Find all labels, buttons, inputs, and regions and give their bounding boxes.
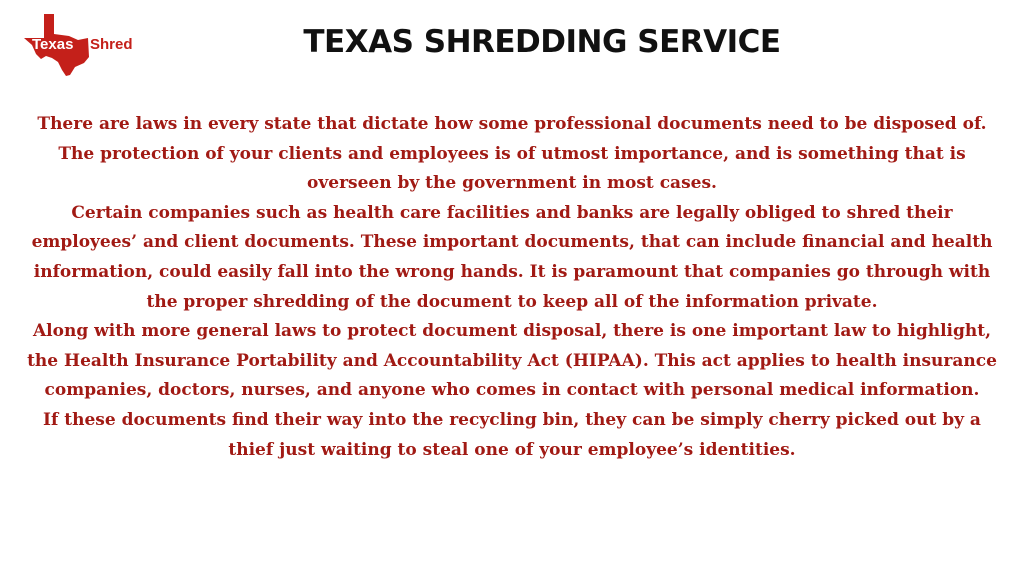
paragraph-laws: There are laws in every state that dictate how some professional documents need to be disposed of. The protection of your clients and employees is of utmost importance, and is something that is overseen by the government in most cases. (37, 114, 987, 194)
logo-text-texas: Texas (32, 36, 74, 53)
page-title: TEXAS SHREDDING SERVICE (303, 24, 781, 60)
paragraph-recycling: If these documents find their way into the recycling bin, they can be simply cherry picked out by a thief just waiting to steal one of your employee’s identities. (43, 409, 981, 460)
paragraph-companies: Certain companies such as health care facilities and banks are legally obliged to shred their employees’ and client documents. These important documents, that can include financial and health information, could easily fall into the wrong hands. It is paramount that companies go through with the proper shredding of the document to keep all of the information private. (31, 202, 993, 312)
body-content (22, 110, 1002, 465)
paragraph-hipaa: Along with more general laws to protect document disposal, there is one important law to highlight, the Health Insurance Portability and Accountability Act (HIPAA). This act applies to health insurance companies, doctors, nurses, and anyone who comes in contact with personal medical information. (27, 321, 997, 401)
logo-text-shred: Shred (90, 36, 133, 53)
